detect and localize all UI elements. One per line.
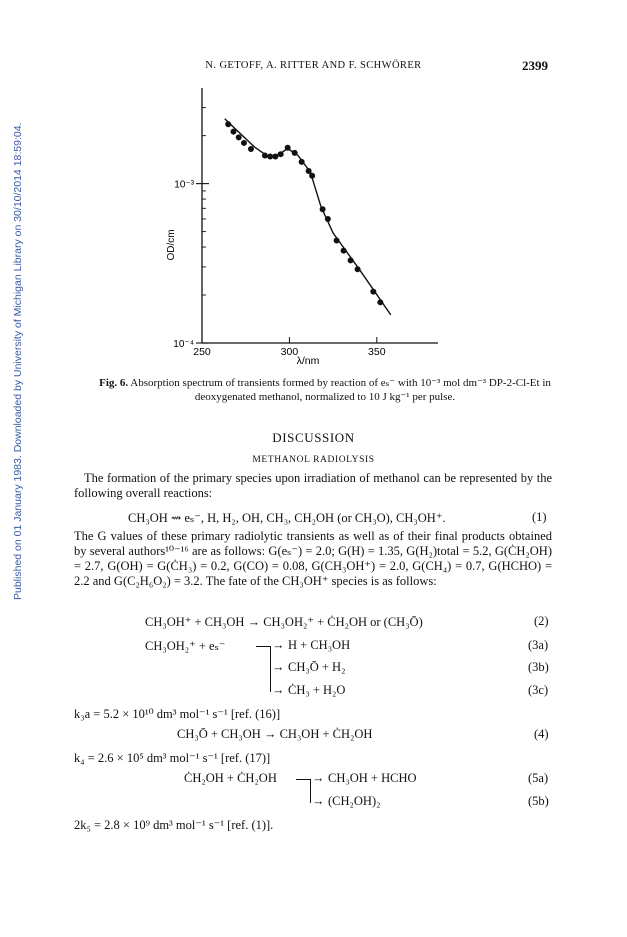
data-point (299, 159, 305, 165)
arrow-3b: → (272, 660, 285, 674)
section-title: DISCUSSION (272, 430, 355, 445)
data-point (225, 121, 231, 127)
equation-1: CH₃OH ⇝ eₛ⁻, H, H₂, OH, CH₃, CH₂OH (or CH₃O), CH₃OH⁺. (128, 511, 446, 525)
figure-label: Fig. 6. (99, 377, 129, 389)
data-point (306, 168, 312, 174)
x-tick-label: 350 (368, 346, 386, 358)
data-point (341, 248, 347, 254)
data-point (370, 289, 376, 295)
equation-3a-number: (3a) (528, 638, 549, 652)
download-stamp-text: Published on 01 January 1983. Downloaded by University of Michigan Library on 30/10/2014 18:59:04. (12, 122, 24, 600)
data-point (309, 173, 315, 179)
data-point (272, 153, 278, 159)
data-point (267, 153, 273, 159)
data-point (355, 266, 361, 272)
equation-3-reactant: CH₃OH₂⁺ + eₛ⁻ (145, 639, 226, 653)
page-number: 2399 (522, 58, 548, 73)
equation-2: CH₃OH⁺ + CH₃OH → CH₃OH₂⁺ + ĊH₂OH or (CH₃Ō) (145, 615, 423, 629)
data-point (334, 237, 340, 243)
branch-bracket-5 (310, 779, 311, 803)
chart-points-group (225, 121, 383, 305)
equation-3b-product: CH₃Ō + H₂ (288, 660, 346, 674)
data-point (285, 145, 291, 151)
figure-caption-text: Absorption spectrum of transients formed by reaction of eₛ⁻ with 10⁻³ mol dm⁻³ DP-2-Cl-Et in deoxygenated methanol, normalized to 10 J kg⁻¹ per pulse. (128, 377, 551, 403)
y-tick-label: 10⁻³ (174, 179, 194, 191)
data-point (236, 134, 242, 140)
branch-line-3 (256, 646, 270, 647)
branch-line-5 (296, 779, 310, 780)
arrow-3a: → (272, 638, 285, 652)
equation-3b-number: (3b) (528, 660, 549, 674)
absorption-spectrum-chart (0, 0, 627, 370)
data-point (262, 153, 268, 159)
data-point (248, 146, 254, 152)
equation-3c-number: (3c) (528, 683, 549, 697)
data-point (230, 129, 236, 135)
data-point (278, 151, 284, 157)
equation-4-number: (4) (534, 727, 549, 741)
data-point (377, 299, 383, 305)
data-point (241, 140, 247, 146)
data-point (292, 150, 298, 156)
equation-5a-number: (5a) (528, 771, 549, 785)
x-tick-label: 250 (193, 346, 211, 358)
x-axis-label: λ/nm (296, 355, 320, 367)
equation-5-reactant: ĊH₂OH + ĊH₂OH (184, 771, 277, 785)
arrow-5a: → (312, 771, 325, 785)
rate-constant-4: k₄ = 2.6 × 10⁵ dm³ mol⁻¹ s⁻¹ [ref. (17)] (74, 751, 271, 765)
equation-1-number: (1) (532, 510, 547, 524)
paragraph-intro: The formation of the primary species upon irradiation of methanol can be represented by the following overall reactions: (74, 471, 552, 500)
arrow-5b: → (312, 794, 325, 808)
equation-5b-number: (5b) (528, 794, 549, 808)
paragraph-g-values: The G values of these primary radiolytic transients as well as of their final products obtained by several authors¹⁰⁻¹⁶ are as follows: G(eₛ⁻) = 2.0; G(H) = 1.35, G(H₂)total = 5.2, G(ĊH₂OH) = 2.7, G(OH) = G(ĊH₃) = 0.2, G(CO) = 0.08, G(CH₃OH⁺) = 2.0, G(CH₄) = 0.7, G(HCHO) = 2.2 and G(C₂H₆O₂) = 3.2. The fate of the CH₃OH⁺ species is as follows: (74, 529, 552, 588)
y-tick-label: 10⁻⁴ (173, 339, 194, 350)
rate-constant-5: 2k₅ = 2.8 × 10⁹ dm³ mol⁻¹ s⁻¹ [ref. (1)]. (74, 818, 274, 832)
data-point (325, 216, 331, 222)
rate-constant-3a: k₃a = 5.2 × 10¹⁰ dm³ mol⁻¹ s⁻¹ [ref. (16)] (74, 707, 281, 721)
branch-bracket-3 (270, 646, 271, 692)
running-header-authors: N. GETOFF, A. RITTER AND F. SCHWÖRER (205, 60, 422, 71)
data-point (348, 257, 354, 263)
data-point (320, 206, 326, 212)
equation-5b-product: (CH₂OH)₂ (328, 794, 381, 808)
arrow-3c: → (272, 683, 285, 697)
equation-2-number: (2) (534, 614, 549, 628)
equation-4: CH₃Ō + CH₃OH → CH₃OH + ĊH₂OH (177, 727, 373, 741)
y-axis-label: OD/cm (166, 229, 177, 261)
equation-3a-product: H + CH₃OH (288, 638, 351, 652)
equation-5a-product: CH₃OH + HCHO (328, 771, 417, 785)
figure-caption (95, 376, 555, 404)
subsection-title: METHANOL RADIOLYSIS (252, 455, 375, 465)
x-tick-label: 300 (280, 346, 299, 358)
equation-3c-product: ĊH₃ + H₂O (288, 683, 346, 697)
chart-axes (173, 88, 438, 358)
